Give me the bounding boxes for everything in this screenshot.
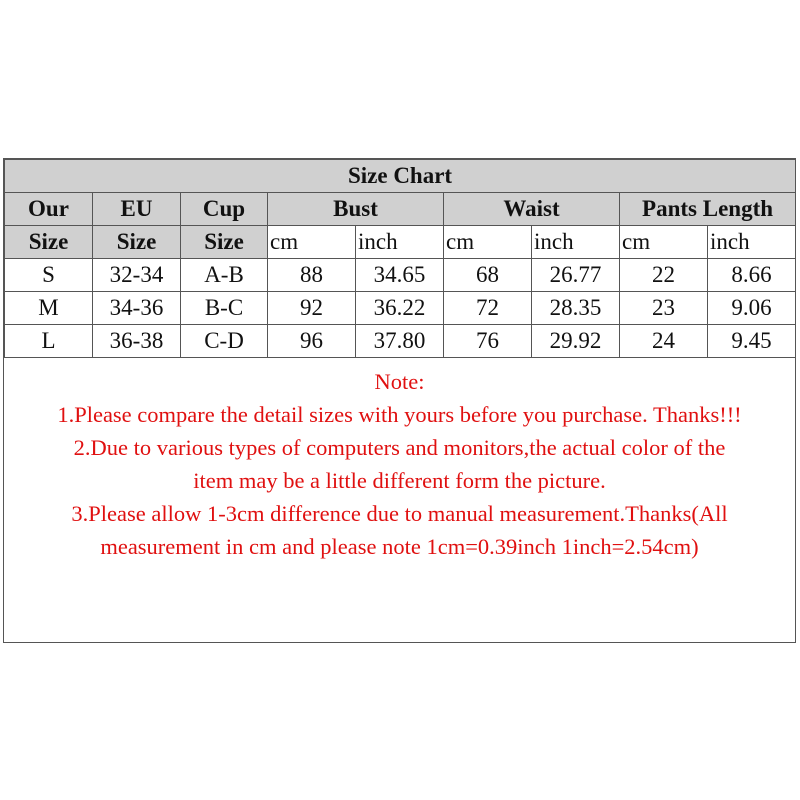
cell-waist-inch: 29.92 xyxy=(532,325,620,358)
cell-cup: A-B xyxy=(181,259,268,292)
header-eu-size-line1: EU xyxy=(93,193,181,226)
cell-bust-inch: 36.22 xyxy=(356,292,444,325)
unit-pants-inch: inch xyxy=(708,226,796,259)
unit-bust-cm: cm xyxy=(268,226,356,259)
note-line-1: 1.Please compare the detail sizes with yours before you purchase. Thanks!!! xyxy=(57,402,742,427)
cell-size: L xyxy=(5,325,93,358)
cell-waist-inch: 28.35 xyxy=(532,292,620,325)
cell-size: S xyxy=(5,259,93,292)
cell-cup: B-C xyxy=(181,292,268,325)
unit-bust-inch: inch xyxy=(356,226,444,259)
cell-pants-inch: 9.45 xyxy=(708,325,796,358)
cell-pants-cm: 22 xyxy=(620,259,708,292)
header-cup-size-line2: Size xyxy=(181,226,268,259)
cell-waist-cm: 72 xyxy=(444,292,532,325)
note-section xyxy=(4,365,795,563)
cell-eu: 34-36 xyxy=(93,292,181,325)
unit-waist-inch: inch xyxy=(532,226,620,259)
cell-bust-cm: 96 xyxy=(268,325,356,358)
cell-waist-cm: 68 xyxy=(444,259,532,292)
cell-bust-cm: 92 xyxy=(268,292,356,325)
header-pants-length: Pants Length xyxy=(620,193,796,226)
table-row xyxy=(5,259,796,292)
cell-cup: C-D xyxy=(181,325,268,358)
header-our-size-line1: Our xyxy=(5,193,93,226)
unit-pants-cm: cm xyxy=(620,226,708,259)
cell-bust-inch: 34.65 xyxy=(356,259,444,292)
note-heading: Note: xyxy=(374,369,425,394)
header-bust: Bust xyxy=(268,193,444,226)
unit-waist-cm: cm xyxy=(444,226,532,259)
cell-eu: 32-34 xyxy=(93,259,181,292)
header-cup-size-line1: Cup xyxy=(181,193,268,226)
cell-pants-cm: 23 xyxy=(620,292,708,325)
cell-bust-inch: 37.80 xyxy=(356,325,444,358)
size-chart-panel xyxy=(3,158,796,643)
cell-pants-cm: 24 xyxy=(620,325,708,358)
header-our-size-line2: Size xyxy=(5,226,93,259)
note-line-3: item may be a little different form the picture. xyxy=(193,468,606,493)
cell-pants-inch: 9.06 xyxy=(708,292,796,325)
cell-size: M xyxy=(5,292,93,325)
cell-pants-inch: 8.66 xyxy=(708,259,796,292)
cell-waist-inch: 26.77 xyxy=(532,259,620,292)
size-chart-table xyxy=(4,159,796,358)
note-line-4: 3.Please allow 1-3cm difference due to manual measurement.Thanks(All xyxy=(71,501,728,526)
header-waist: Waist xyxy=(444,193,620,226)
table-row xyxy=(5,292,796,325)
note-line-2: 2.Due to various types of computers and monitors,the actual color of the xyxy=(73,435,726,460)
cell-eu: 36-38 xyxy=(93,325,181,358)
table-title: Size Chart xyxy=(5,160,796,193)
cell-bust-cm: 88 xyxy=(268,259,356,292)
table-row xyxy=(5,325,796,358)
header-eu-size-line2: Size xyxy=(93,226,181,259)
cell-waist-cm: 76 xyxy=(444,325,532,358)
note-line-5: measurement in cm and please note 1cm=0.39inch 1inch=2.54cm) xyxy=(100,534,699,559)
